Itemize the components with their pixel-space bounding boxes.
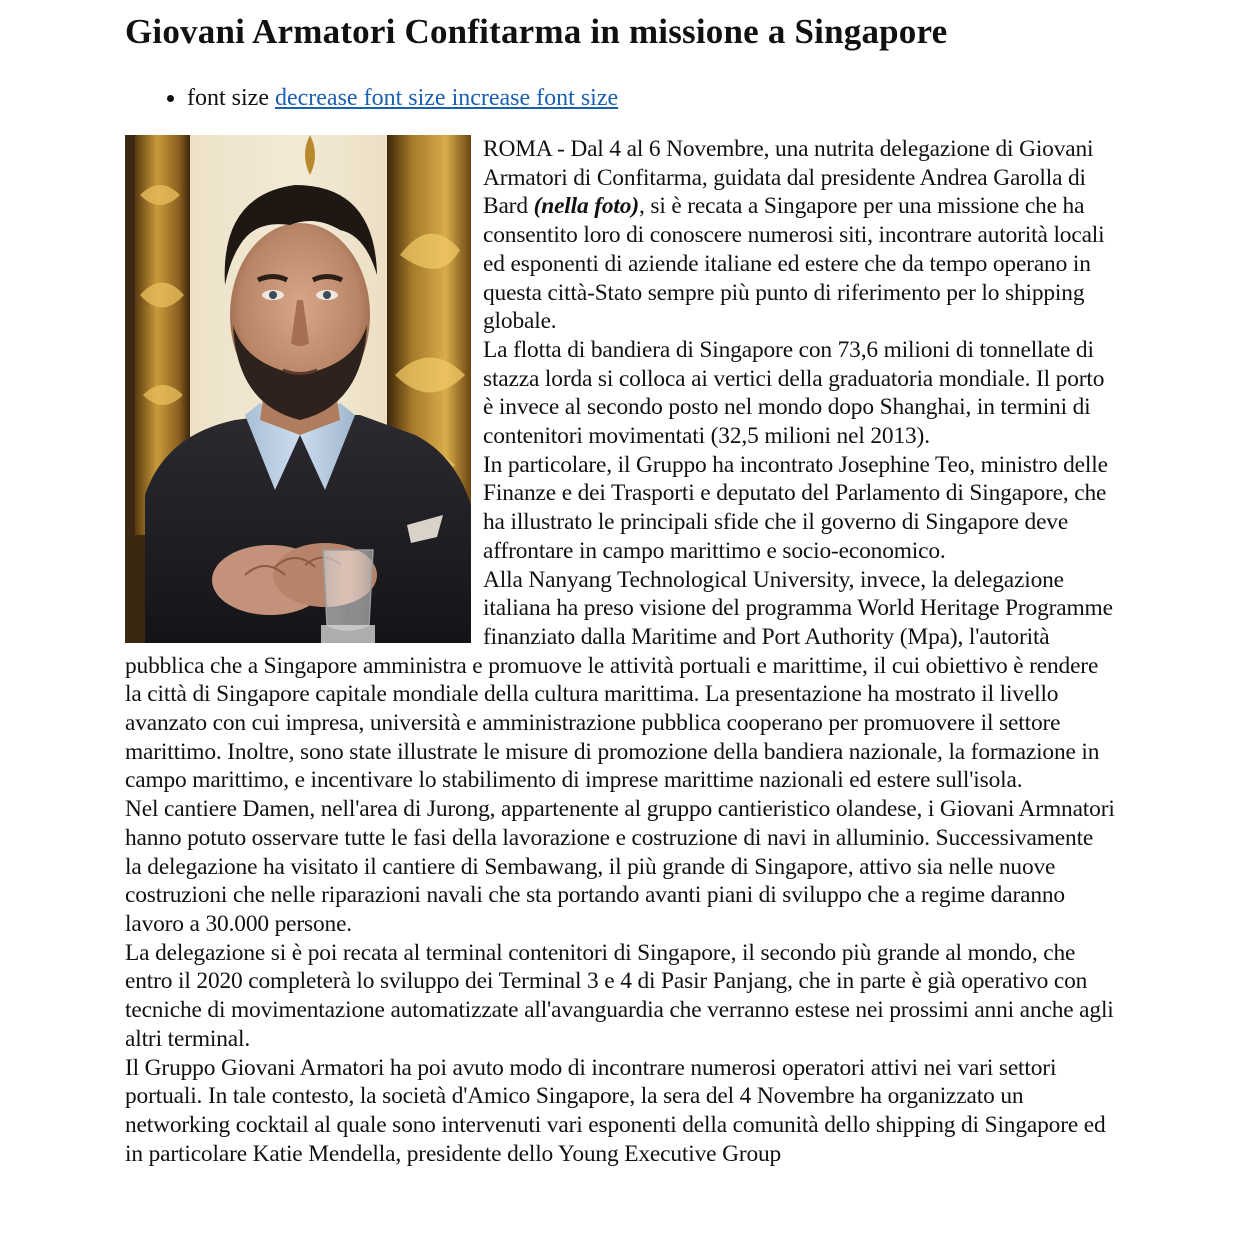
font-size-controls (125, 84, 1115, 112)
paragraph-6: La delegazione si è poi recata al terminal contenitori di Singapore, il secondo più grande al mondo, che entro il 2020 completerà lo sviluppo dei Terminal 3 e 4 di Pasir Panjang, che in parte è già operativo con tecniche di movimentazione automatizzate all'avanguardia che verranno estese nei prossimi anni anche agli altri terminal. (125, 939, 1114, 1052)
article-body (125, 135, 1115, 1168)
paragraph-3: In particolare, il Gruppo ha incontrato Josephine Teo, ministro delle Finanze e dei Trasporti e deputato del Parlamento di Singapore, che ha illustrato le principali sfide che il governo di Singapore deve affrontare in campo marittimo e socio-economico. (483, 451, 1108, 564)
paragraph-2: La flotta di bandiera di Singapore con 73,6 milioni di tonnellate di stazza lorda si colloca ai vertici della graduatoria mondiale. Il porto è invece al secondo posto nel mondo dopo Shanghai, in termini di contenitori movimentati (32,5 milioni nel 2013). (483, 336, 1105, 450)
font-size-item (187, 84, 1115, 112)
photo-caption-emph: (nella foto) (533, 193, 639, 220)
p1-text-before: ROMA - Dal 4 al 6 Novembre, una nutrita delegazione di Giovani Armatori di Confitarma, guidata dal presidente Andrea Garolla di Bard (483, 136, 1094, 220)
decrease-font-size-link[interactable]: decrease font size (274, 85, 452, 111)
paragraph-7: Il Gruppo Giovani Armatori ha poi avuto modo di incontrare numerosi operatori attivi nei vari settori portuali. In tale contesto, la società d'Amico Singapore, la sera del 4 Novembre ha organizzato un networking cocktail al quale sono intervenuti vari esponenti della comunità dello shipping di Singapore ed in particolare Katie Mendella, presidente dello Young Executive Group (125, 1054, 1106, 1167)
p1-text-after: , si è recata a Singapore per una missione che ha consentito loro di conoscere numerosi siti, incontrare autorità locali ed esponenti di aziende italiane ed estere che da tempo operano in questa città-Stato sempre più punto di riferimento per lo shipping globale. (483, 193, 1105, 335)
portrait-image (125, 135, 471, 643)
article-page (125, 0, 1115, 1168)
paragraph-4: Alla Nanyang Technological University, invece, la delegazione italiana ha preso visione del programma World Heritage Programme finanziato dalla Maritime and Port Authority (Mpa), l'autorità pubblica che a Singapore amministra e promuove le attività portuali e marittime, il cui obiettivo è rendere la città di Singapore capitale mondiale della cultura marittima. La presentazione ha mostrato il livello avanzato con cui impresa, università e amministrazione pubblica cooperano per promuovere il settore marittimo. Inoltre, sono state illustrate le misure di promozione della bandiera nazionale, la formazione in campo marittimo, e incentivare lo stabilimento di imprese marittime nazionali ed estere sull'isola. (125, 566, 1113, 794)
increase-font-size-link[interactable]: increase font size (451, 85, 619, 111)
article-title: Giovani Armatori Confitarma in missione a Singapore (125, 12, 948, 51)
article-photo (125, 135, 471, 643)
font-size-label: font size (187, 85, 269, 111)
paragraph-5: Nel cantiere Damen, nell'area di Jurong, appartenente al gruppo cantieristico olandese, i Giovani Armnatori hanno potuto osservare tutte le fasi della lavorazione e costruzione di navi in alluminio. Successivamente la delegazione ha visitato il cantiere di Sembawang, il più grande di Singapore, attivo sia nelle nuove costruzioni che nelle riparazioni navali che sta portando avanti piani di sviluppo che a regime daranno lavoro a 30.000 persone. (125, 796, 1115, 937)
